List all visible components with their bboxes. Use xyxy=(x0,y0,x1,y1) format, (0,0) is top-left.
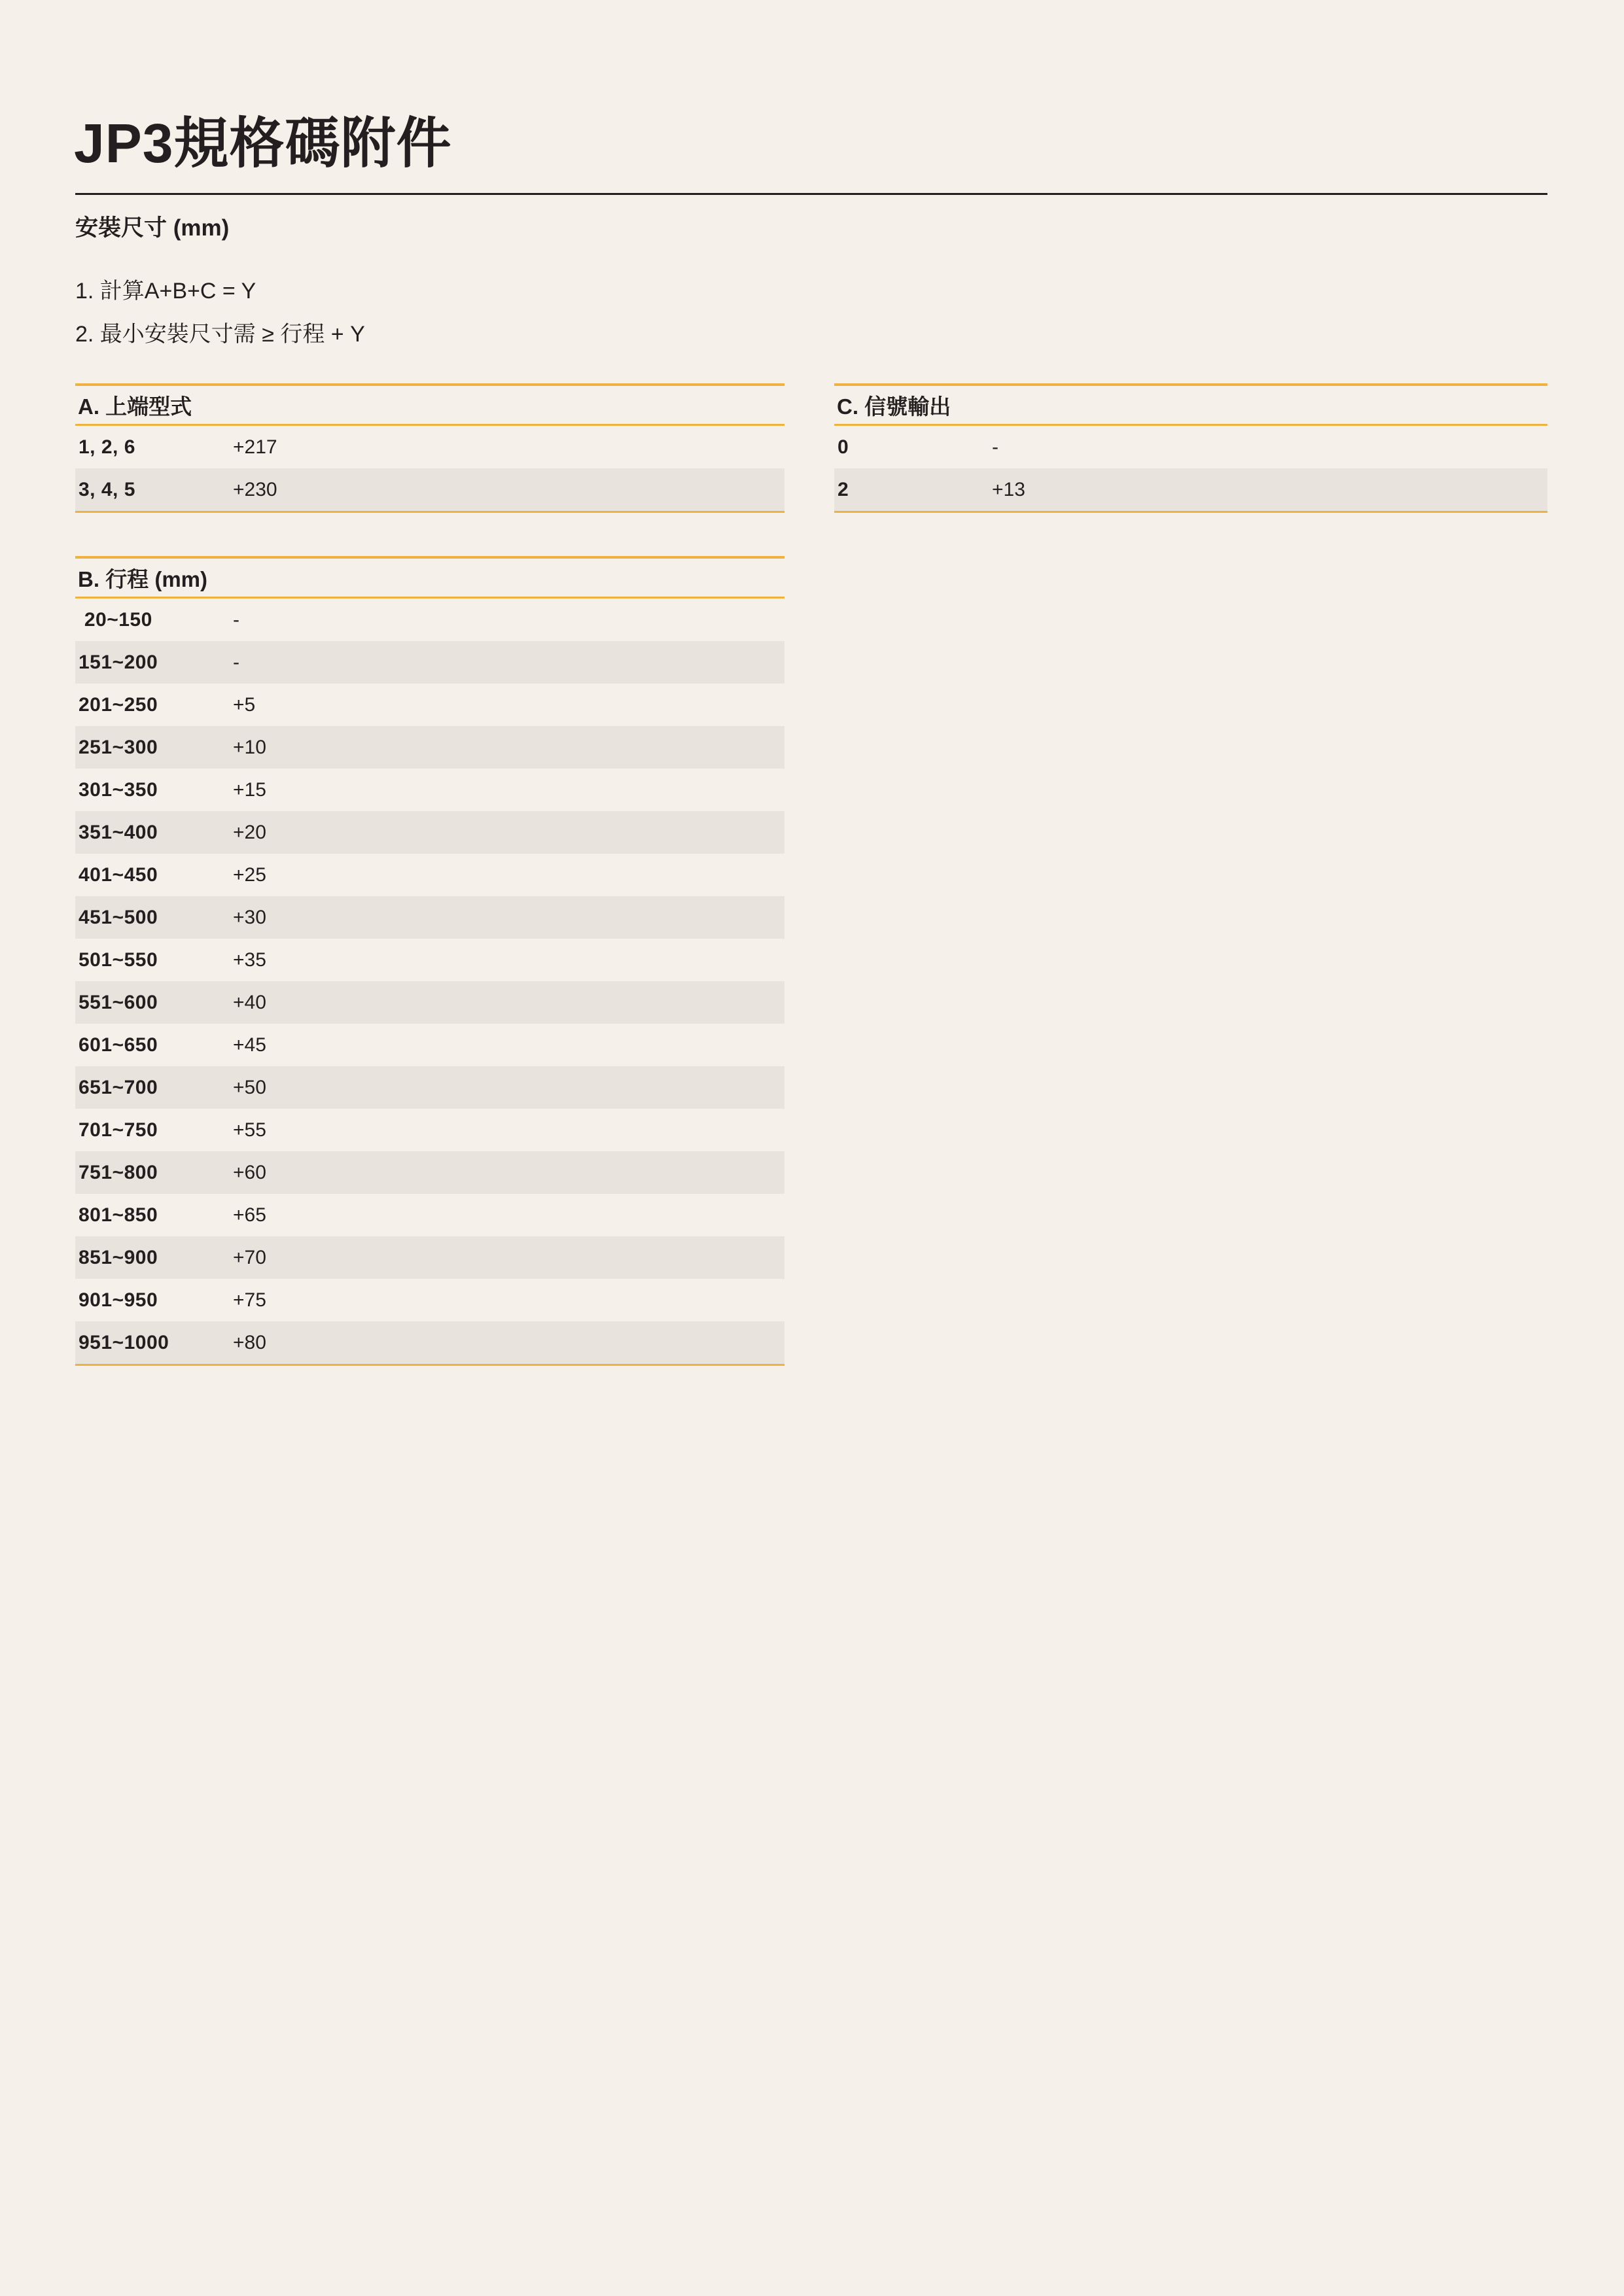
row-value: +70 xyxy=(233,1246,266,1268)
row-label: 951~1000 xyxy=(79,1331,169,1353)
row-label: 2 xyxy=(838,478,849,500)
row-label: 0 xyxy=(838,436,849,458)
row-label: 551~600 xyxy=(79,991,158,1013)
instruction-line-2: 2. 最小安裝尺寸需 ≥ 行程 + Y xyxy=(75,322,365,347)
row-label: 1, 2, 6 xyxy=(79,436,135,458)
table-row xyxy=(75,641,785,684)
table-row xyxy=(75,1151,785,1194)
row-label: 201~250 xyxy=(79,693,158,716)
instruction-line-1: 1. 計算A+B+C = Y xyxy=(75,279,256,304)
table-row xyxy=(834,468,1547,511)
table-upper-end-type xyxy=(75,383,785,513)
row-value: +50 xyxy=(233,1076,266,1098)
table-row xyxy=(75,599,785,641)
row-label: 301~350 xyxy=(79,778,158,801)
row-value: +55 xyxy=(233,1119,266,1141)
row-value: +30 xyxy=(233,906,266,928)
table-row xyxy=(75,1066,785,1109)
instructions xyxy=(75,270,365,356)
row-label: 151~200 xyxy=(79,651,158,673)
table-row xyxy=(75,426,785,468)
table-c-header: C. 信號輸出 xyxy=(834,383,1547,426)
table-row xyxy=(75,854,785,896)
section-title: 安裝尺寸 (mm) xyxy=(75,215,230,241)
table-row xyxy=(834,426,1547,468)
table-row xyxy=(75,1194,785,1236)
row-value: +75 xyxy=(233,1289,266,1311)
row-value: - xyxy=(233,608,239,631)
row-value: - xyxy=(992,436,998,458)
row-label: 3, 4, 5 xyxy=(79,478,135,500)
row-label: 851~900 xyxy=(79,1246,158,1268)
table-signal-output xyxy=(834,383,1547,513)
row-label: 751~800 xyxy=(79,1161,158,1183)
table-row xyxy=(75,769,785,811)
row-label: 251~300 xyxy=(79,736,158,758)
table-row xyxy=(75,1109,785,1151)
table-row xyxy=(75,981,785,1024)
row-value: +60 xyxy=(233,1161,266,1183)
row-value: +13 xyxy=(992,478,1025,500)
table-row xyxy=(75,939,785,981)
row-label: 651~700 xyxy=(79,1076,158,1098)
table-a-rows xyxy=(75,426,785,513)
table-row xyxy=(75,726,785,769)
right-column xyxy=(834,383,1547,513)
table-row xyxy=(75,1279,785,1321)
row-value: +20 xyxy=(233,821,266,843)
table-a-header: A. 上端型式 xyxy=(75,383,785,426)
table-row xyxy=(75,1236,785,1279)
table-stroke xyxy=(75,556,785,1366)
row-value: +230 xyxy=(233,478,277,500)
row-label: 601~650 xyxy=(79,1034,158,1056)
row-value: +65 xyxy=(233,1204,266,1226)
row-label: 701~750 xyxy=(79,1119,158,1141)
row-label: 20~150 xyxy=(79,608,152,631)
table-row xyxy=(75,468,785,511)
table-row xyxy=(75,811,785,854)
row-value: +10 xyxy=(233,736,266,758)
table-row xyxy=(75,684,785,726)
table-row xyxy=(75,1024,785,1066)
table-row xyxy=(75,896,785,939)
table-b-header: B. 行程 (mm) xyxy=(75,556,785,599)
row-value: +217 xyxy=(233,436,277,458)
row-value: +5 xyxy=(233,693,256,716)
row-label: 801~850 xyxy=(79,1204,158,1226)
row-value: +45 xyxy=(233,1034,266,1056)
row-label: 901~950 xyxy=(79,1289,158,1311)
row-value: +15 xyxy=(233,778,266,801)
title-divider xyxy=(75,193,1547,195)
tables-columns xyxy=(75,383,1547,1366)
table-row xyxy=(75,1321,785,1364)
row-value: +40 xyxy=(233,991,266,1013)
table-c-rows xyxy=(834,426,1547,513)
row-label: 351~400 xyxy=(79,821,158,843)
row-value: +25 xyxy=(233,863,266,886)
page-title: JP3規格碼附件 xyxy=(74,113,452,175)
row-value: +80 xyxy=(233,1331,266,1353)
row-value: +35 xyxy=(233,948,266,971)
row-value: - xyxy=(233,651,239,673)
left-column xyxy=(75,383,785,1366)
row-label: 451~500 xyxy=(79,906,158,928)
row-label: 401~450 xyxy=(79,863,158,886)
row-label: 501~550 xyxy=(79,948,158,971)
table-b-rows xyxy=(75,599,785,1366)
